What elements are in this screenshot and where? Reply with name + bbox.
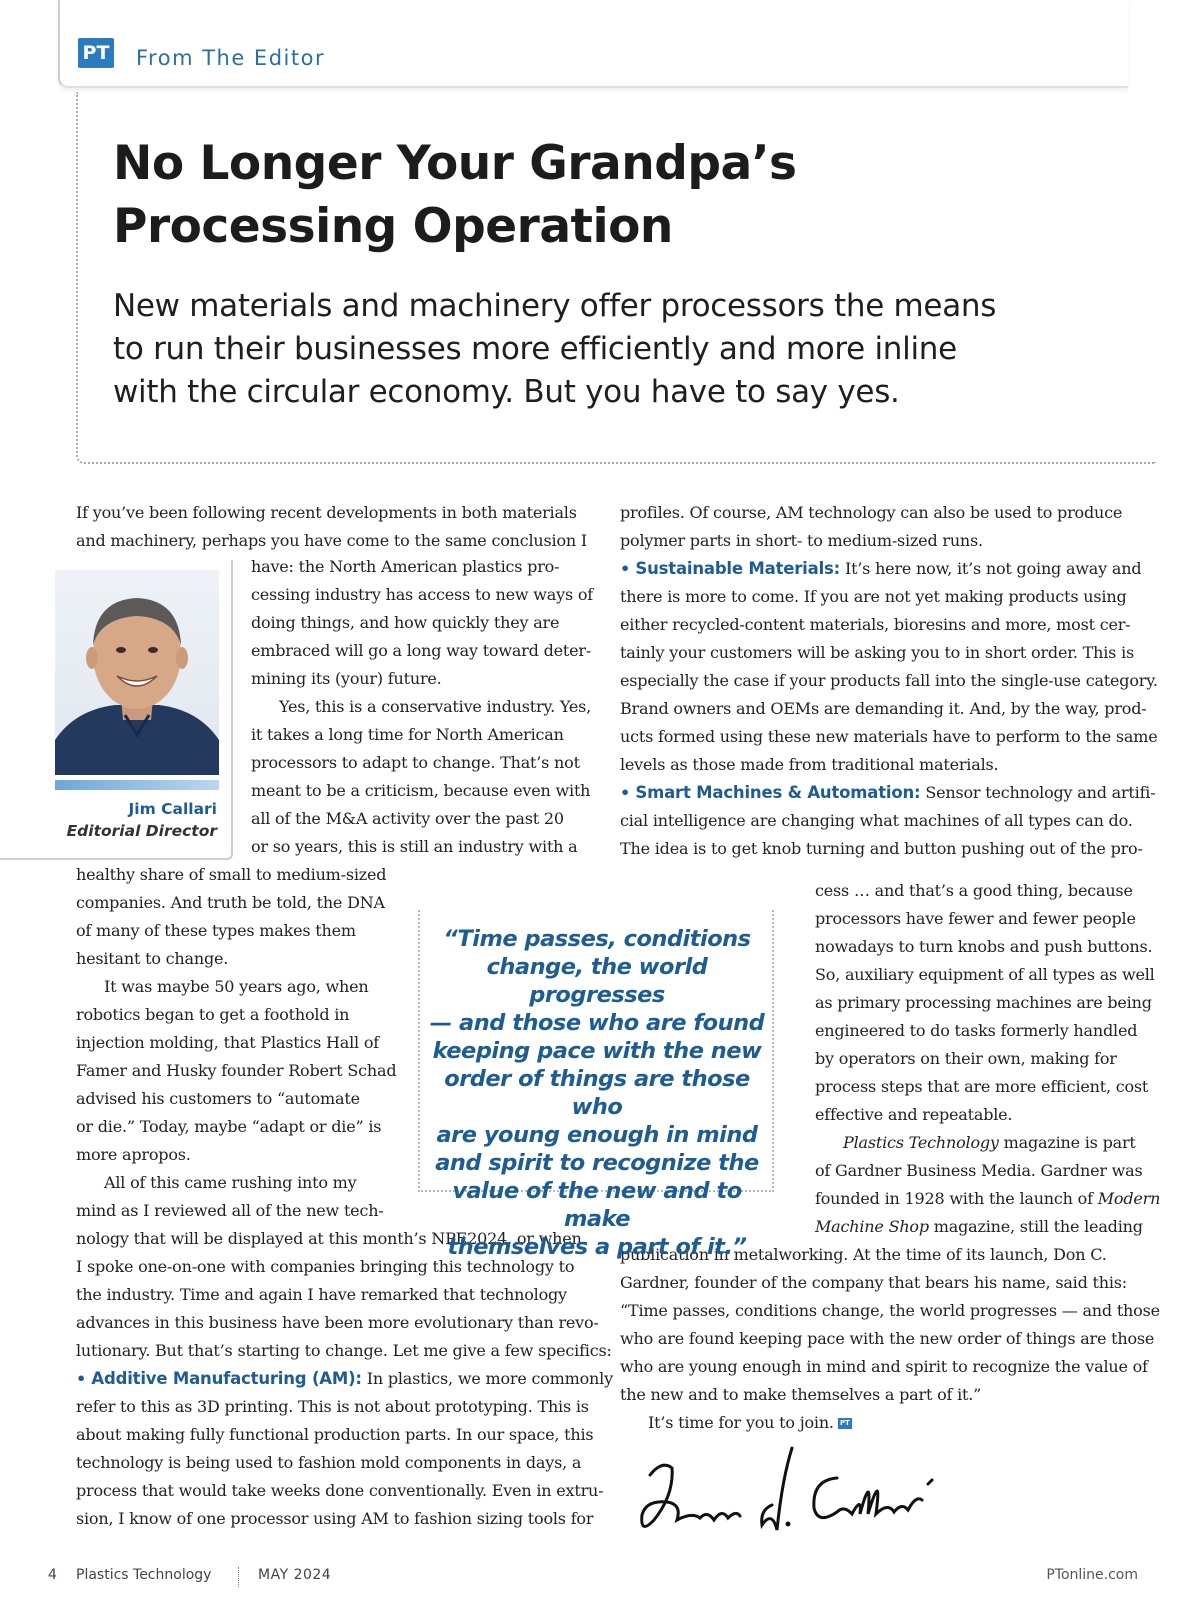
text-line: nowadays to turn knobs and push buttons.	[815, 937, 1153, 956]
text-line: more apropos.	[76, 1145, 191, 1164]
bullet-dot: •	[620, 783, 636, 802]
text-line: It was maybe 50 years ago, when	[104, 977, 369, 996]
text-line: there is more to come. If you are not yet making products using	[620, 587, 1127, 606]
closing-line	[620, 1409, 1160, 1437]
text-line	[815, 1129, 1165, 1157]
text-line: If you’ve been following recent developments in both materials	[76, 503, 577, 522]
text-line: of Gardner Business Media. Gardner was	[815, 1161, 1143, 1180]
author-photo	[55, 570, 219, 775]
body-right-top	[620, 499, 1160, 863]
italic-text: Plastics Technology	[843, 1133, 999, 1152]
text-line: advised his customers to “automate	[76, 1089, 360, 1108]
text-line: it takes a long time for North American	[251, 725, 564, 744]
title-line: No Longer Your Grandpa’s	[113, 136, 797, 191]
text-line: meant to be a criticism, because even with	[251, 781, 591, 800]
text-line: refer to this as 3D printing. This is not about prototyping. This is	[76, 1397, 589, 1416]
bullet-line	[76, 1365, 613, 1393]
text-line: of many of these types makes them	[76, 921, 356, 940]
pullquote-line: “Time passes, conditions	[443, 926, 751, 952]
text-line: sion, I know of one processor using AM to fashion sizing tools for	[76, 1509, 594, 1528]
text-line: publication in metalworking. At the time of its launch, Don C.	[620, 1245, 1107, 1264]
body-left-quote	[76, 861, 406, 1225]
text-line: The idea is to get knob turning and button pushing out of the pro-	[620, 839, 1143, 858]
text-line: All of this came rushing into my	[104, 1173, 357, 1192]
text-line: polymer parts in short- to medium-sized runs.	[620, 531, 983, 550]
text-line: either recycled-content materials, bioresins and more, most cer-	[620, 615, 1131, 634]
body-right-quote	[815, 877, 1165, 1241]
pullquote-line: — and those who are found	[429, 1010, 765, 1036]
text-line: technology is being used to fashion mold components in days, a	[76, 1453, 582, 1472]
pt-end-mark-icon: PT	[838, 1418, 852, 1429]
text-line: Famer and Husky founder Robert Schad	[76, 1061, 397, 1080]
text-line	[815, 1185, 1165, 1213]
subtitle-line: with the circular economy. But you have to say yes.	[113, 374, 900, 410]
text-line: Brand owners and OEMs are demanding it. And, by the way, prod-	[620, 699, 1147, 718]
text-line: healthy share of small to medium-sized	[76, 865, 387, 884]
bullet-line	[620, 779, 1160, 807]
subtitle-line: to run their businesses more efficiently and more inline	[113, 331, 957, 367]
italic-text: Machine Shop	[815, 1217, 929, 1236]
pullquote-line: value of the new and to make	[452, 1178, 742, 1232]
text-line: tainly your customers will be asking you to in short order. This is	[620, 643, 1134, 662]
closing-text: It’s time for you to join.	[648, 1413, 834, 1432]
text-line: especially the case if your products fall into the single-use category.	[620, 671, 1158, 690]
bullet-text: It’s here now, it’s not going away and	[840, 559, 1142, 578]
text-line: mining its (your) future.	[251, 669, 442, 688]
bullet-lead: Additive Manufacturing (AM):	[91, 1369, 362, 1388]
pullquote-line: and spirit to recognize the	[435, 1150, 759, 1176]
text-line: who are found keeping pace with the new order of things are those	[620, 1329, 1155, 1348]
text-line: I spoke one-on-one with companies bringing this technology to	[76, 1257, 575, 1276]
text-line: or so years, this is still an industry with a	[251, 837, 578, 856]
bullet-text: Sensor technology and artifi-	[920, 783, 1156, 802]
page-footer	[0, 1567, 1200, 1591]
title-line: Processing Operation	[113, 199, 673, 254]
text-line: engineered to do tasks formerly handled	[815, 1021, 1138, 1040]
text-line: companies. And truth be told, the DNA	[76, 893, 385, 912]
text-line: have: the North American plastics pro-	[251, 557, 560, 576]
pullquote-line: are young enough in mind	[436, 1122, 758, 1148]
text-line: injection molding, that Plastics Hall of	[76, 1033, 379, 1052]
body-left-photo	[251, 553, 596, 861]
text-span: magazine is part	[998, 1133, 1136, 1152]
text-line: profiles. Of course, AM technology can also be used to produce	[620, 503, 1123, 522]
text-line: mind as I reviewed all of the new tech-	[76, 1201, 384, 1220]
text-line: the new and to make themselves a part of it.”	[620, 1385, 982, 1404]
text-line: by operators on their own, making for	[815, 1049, 1117, 1068]
pullquote-line: change, the world progresses	[486, 954, 708, 1008]
text-line: as primary processing machines are being	[815, 993, 1152, 1012]
text-line: advances in this business have been more evolutionary than revo-	[76, 1313, 599, 1332]
text-line: nology that will be displayed at this month’s NPE2024, or when	[76, 1229, 582, 1248]
pullquote-line: keeping pace with the new	[432, 1038, 762, 1064]
page-number: 4	[48, 1567, 57, 1583]
pullquote-line: themselves a part of it.”	[447, 1234, 747, 1260]
text-line: cial intelligence are changing what machines of all types can do.	[620, 811, 1133, 830]
section-label: From The Editor	[136, 46, 326, 70]
text-line: effective and repeatable.	[815, 1105, 1013, 1124]
footer-divider	[238, 1567, 239, 1587]
text-line: embraced will go a long way toward deter-	[251, 641, 592, 660]
text-line: Gardner, founder of the company that bears his name, said this:	[620, 1273, 1127, 1292]
text-line: about making fully functional production parts. In our space, this	[76, 1425, 594, 1444]
text-span: magazine, still the leading	[928, 1217, 1143, 1236]
text-line: or die.” Today, maybe “adapt or die” is	[76, 1117, 382, 1136]
text-line: Yes, this is a conservative industry. Yes,	[279, 697, 592, 716]
publication-name: Plastics Technology	[76, 1567, 212, 1583]
bullet-lead: Smart Machines & Automation:	[635, 783, 921, 802]
text-line: hesitant to change.	[76, 949, 229, 968]
text-line: and machinery, perhaps you have come to the same conclusion I	[76, 531, 588, 550]
italic-text: Modern	[1097, 1189, 1161, 1208]
text-line: doing things, and how quickly they are	[251, 613, 560, 632]
text-line: process steps that are more efficient, cost	[815, 1077, 1149, 1096]
text-line: who are young enough in mind and spirit to recognize the value of	[620, 1357, 1148, 1376]
subtitle-line: New materials and machinery offer processors the means	[113, 288, 997, 324]
text-line: levels as those made from traditional materials.	[620, 755, 999, 774]
text-line: processors have fewer and fewer people	[815, 909, 1136, 928]
text-line: “Time passes, conditions change, the world progresses — and those	[620, 1301, 1160, 1320]
text-line: ucts formed using these new materials have to perform to the same	[620, 727, 1158, 746]
bullet-lead: Sustainable Materials:	[635, 559, 841, 578]
text-line: cess … and that’s a good thing, because	[815, 881, 1133, 900]
website-link[interactable]: PTonline.com	[1046, 1567, 1138, 1583]
text-line: cessing industry has access to new ways of	[251, 585, 593, 604]
signature-image	[632, 1440, 942, 1550]
text-span: founded in 1928 with the launch of	[815, 1189, 1098, 1208]
article-subtitle	[113, 285, 1073, 414]
text-line: process that would take weeks done conventionally. Even in extru-	[76, 1481, 604, 1500]
text-line: processors to adapt to change. That’s not	[251, 753, 580, 772]
text-line: robotics began to get a foothold in	[76, 1005, 350, 1024]
text-line: lutionary. But that’s starting to change. Let me give a few specifics:	[76, 1341, 612, 1360]
text-line: all of the M&A activity over the past 20	[251, 809, 564, 828]
bullet-text: In plastics, we more commonly	[361, 1369, 613, 1388]
issue-date: MAY 2024	[258, 1567, 332, 1583]
pt-logo: PT	[78, 38, 114, 68]
bullet-dot: •	[76, 1369, 92, 1388]
bullet-line	[620, 555, 1160, 583]
bullet-dot: •	[620, 559, 636, 578]
text-line	[815, 1213, 1165, 1241]
pullquote-line: order of things are those who	[444, 1066, 750, 1120]
pullquote	[424, 925, 770, 1261]
body-left-top	[76, 499, 596, 555]
photo-accent-bar	[55, 780, 219, 790]
text-line: the industry. Time and again I have remarked that technology	[76, 1285, 567, 1304]
header-strip	[58, 0, 1128, 88]
article-title	[113, 132, 993, 258]
author-name: Jim Callari	[128, 800, 217, 818]
body-right-bottom	[620, 1241, 1160, 1437]
text-line: So, auxiliary equipment of all types as well	[815, 965, 1155, 984]
author-role: Editorial Director	[66, 822, 217, 840]
